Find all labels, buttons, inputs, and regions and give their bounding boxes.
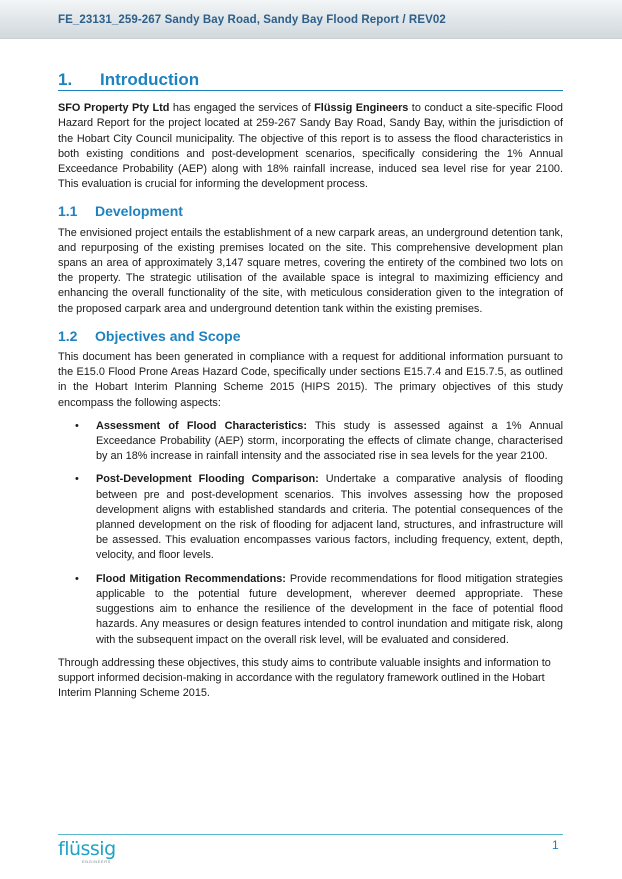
page-number: 1 (552, 838, 559, 852)
section-heading-development (58, 204, 563, 219)
bullet-icon: • (75, 419, 79, 432)
list-item-text: Provide recommendations for flood mitigation strategies applicable to the potential future development, wherever deemed appropriate. These suggestions aim to enhance the resilience of the development in the face of potential flood hazards. Any measures or design features intended to control inundation and mitigate risk, along with the subsequent impact on the overall risk level, will be evaluated and considered. (96, 572, 563, 646)
section-number: 1. (58, 70, 73, 89)
section-heading-introduction (58, 72, 563, 91)
engineer-name: Flüssig Engineers (314, 102, 409, 115)
list-item (58, 472, 563, 563)
client-name: SFO Property Pty Ltd (58, 102, 170, 115)
intro-text-2: to conduct a site-specific Flood Hazard Report for the project located at 259-267 Sandy Bay Road, Sandy Bay, within the jurisdiction of the Hobart City Council municipality. The objective of this report is to assess the flood characteristics in both existing conditions and post-development scenarios, specifically considering the 1% Annual Exceedance Probability (AEP) along with 18% rainfall increase, induced sea level rise for year 2100. This evaluation is crucial for informing the development process. (58, 102, 563, 191)
list-item-label: Post-Development Flooding Comparison: (96, 473, 319, 486)
page-content (58, 72, 563, 701)
subsection-title: Development (95, 203, 183, 220)
page-header (0, 0, 622, 39)
bullet-icon: • (75, 572, 79, 585)
list-item (58, 419, 563, 465)
flussig-logo: flüssig (58, 838, 116, 860)
subsection-title: Objectives and Scope (95, 327, 241, 344)
objectives-paragraph: This document has been generated in compliance with a request for additional information pursuant to the E15.0 Flood Prone Areas Hazard Code, specifically under sections E15.7.4 and E15.7.5, as outlined in the Hobart Interim Planning Scheme 2015 (HIPS 2015). The primary objectives of this study encompass the following aspects: (58, 351, 563, 409)
bullet-icon: • (75, 473, 79, 486)
list-item-label: Flood Mitigation Recommendations: (96, 572, 286, 585)
document-title: FE_23131_259-267 Sandy Bay Road, Sandy Bay Flood Report / REV02 (58, 14, 446, 26)
list-item (58, 572, 563, 648)
subsection-number: 1.1 (58, 203, 78, 220)
intro-paragraph (58, 101, 563, 192)
subsection-number: 1.2 (58, 327, 78, 344)
logo-subtext: ENGINEERS (82, 859, 111, 864)
footer-rule (58, 834, 563, 835)
list-item-text: This study is assessed against a 1% Annual Exceedance Probability (AEP) storm, incorporating the effects of climate change, characterised by an 18% increase in rainfall intensity and the associated rise in sea levels for the year 2100. (96, 419, 564, 463)
section-title: Introduction (100, 70, 200, 89)
list-item-label: Assessment of Flood Characteristics: (96, 419, 307, 432)
objectives-list (58, 419, 563, 648)
section-heading-objectives (58, 329, 563, 344)
intro-text-1: has engaged the services of (169, 102, 315, 115)
development-paragraph: The envisioned project entails the establishment of a new carpark areas, an underground detention tank, and repurposing of the existing premises located on the site. This comprehensive development plan spans an area of approximately 3,147 square metres, covering the entirety of the combined two lots on the property. The strategic utilisation of the available space is integral to maximizing efficiency and enhancing the overall functionality of the site, with meticulous consideration given to the integration of the proposed carpark area and underground detention tank within the existing premises. (58, 226, 563, 315)
list-item-text: Undertake a comparative analysis of flooding between pre and post-development scenarios. This involves assessing how the proposed development aligns with established standards and criteria. The potential consequences of the planned development on the risk of flooding for adjacent land, structures, and infrastructure will be assessed. This evaluation encompasses various factors, including frequency, extent, depth, velocity, and floor levels. (96, 473, 564, 562)
closing-paragraph: Through addressing these objectives, this study aims to contribute valuable insights and information to support informed decision-making in accordance with the regulatory framework outlined in the Hobart Interim Planning Scheme 2015. (58, 656, 551, 700)
